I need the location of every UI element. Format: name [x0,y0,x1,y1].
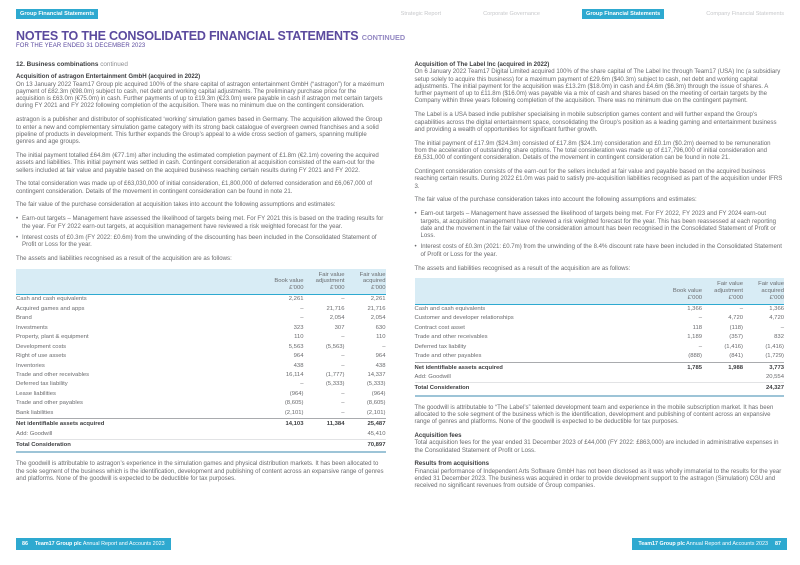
page-title [16,29,405,43]
paragraph: The Label is a USA based indie publisher specialising in mobile subscription games content and will further expand the Group’s capabilities across the digital entertainment space, consolidating the Group’s position as a leading gaming and entertainment business and providing a wealth of opportunities for significant further growth. [414,111,777,133]
paragraph: On 6 January 2022 Team17 Digital Limited acquired 100% of the share capital of The Label Inc through Team17 (USA) Inc (a subsidiary setup solely to acquire this business) for a maximum payment of £29.6m ($40.3m) subject to cash, net debt and working capital adjustments. The initial payment for the acquisition was £13.2m ($18.0m) in cash and £4.6m ($6.3m) through the issue of shares. A further payment of up to £11.8m ($16.0m) was payable via a mix of cash and shares based on the meeting of certain targets by the Company within three years following completion of the acquisition. There was no minimum due on the contingent payment. [414,68,781,105]
header-nav-item: Company Financial Statements [706,11,784,18]
table-row: Cash and cash equivalents 2,261 – 2,261 [16,296,386,303]
column-header-empty [16,269,263,295]
bullet-item: • Interest costs of £0.3m (2021: £0.7m) from the unwinding of the 8.4% discount rate have been included in the Consolidated Statement of Profit or Loss for the year. [415,243,785,258]
astragon-acquisition-table [16,269,386,454]
header-nav-item: Strategic Report [400,11,442,18]
table-row: Total Consideration 70,897 [16,440,386,453]
paragraph: astragon is a publisher and distributor of sophisticated ‘working’ simulation games based in Germany. The acquisition allowed the Group to enter a new and complementary simulation game category with its strong back catalogue of evergreen owned franchises and a solid pipeline of products in development. This further expands the Group’s appeal to a wide cross section of gamers, spanning multiple genres and age groups. [16,116,383,146]
table-row: Customer and developer relationships – 4,720 4,720 [414,315,784,322]
astragon-subheading: Acquisition of astragon Entertainment GmbH (acquired in 2022) [16,73,201,81]
column-header-book-value: Book value £’000 [661,278,702,304]
section-heading [16,61,386,68]
bullet-item: • Earn-out targets – Management have assessed the likelihood of targets being met. For FY 2022, FY 2023 and FY 2024 earn-out targets, at acquisition management have reviewed a risk weighted forecast for the year. This has been reassessed at each reporting date and the movement in the fair value of the consideration amount has been recognised in the Consolidated Statement of Profit or Loss. [415,210,785,239]
footer-left [16,538,171,550]
astragon-bullet-list [16,215,386,248]
label-goodwill-paragraph: The goodwill is attributable to “The Label’s” talented development team and experience in the mobile subscription market. It has been allocated to the sole segment of the business which is the identification, development and publishing of content across an expansive range of genres and platforms. None of the goodwill is expected to be deductible for tax purposes. [414,403,774,426]
results-from-acquisitions-heading: Results from acquisitions [414,460,489,468]
section-heading-continued: continued [100,61,128,68]
page-title-text: NOTES TO THE CONSOLIDATED FINANCIAL STATEMENTS [16,29,359,43]
table-row: Trade and other receivables 1,189 (357) 832 [414,334,784,341]
table-row: Development costs 5,563 (5,563) – [16,343,386,350]
paragraph: On 13 January 2022 Team17 Group plc acquired 100% of the share capital of astragon entertainment GmbH (“astragon”) for a maximum payment of £82.3m (€98.0m) subject to cash, net debt and working capital adjustments. The preliminary purchase price for the acquisition is £63.0m (€75.0m) in cash. Further payments of up to £19.3m (€23.0m) were payable in cash if astragon met certain targets during FY 2021 and FY 2022 following completion of the acquisition. There was no minimum due on the contingent consideration. [16,80,385,110]
astragon-assumptions-intro: The fair value of the purchase consideration at acquisition takes into account the following assumptions and estimates: [16,201,336,209]
column-header-book-value: Book value £’000 [263,269,304,295]
table-row: Trade and other payables (8,605) – (8,605) [16,400,386,407]
table-row: Trade and other payables (888) (841) (1,729) [414,353,784,360]
table-row: Deferred tax liability – (1,416) (1,416) [414,343,784,350]
footer-left-text: Team17 Group plc Annual Report and Accounts 2023 [35,541,165,547]
astragon-table-intro: The assets and liabilities recognised as a result of the acquisition are as follows: [16,254,232,262]
paragraph: The initial payment totalled £64.8m (€77.1m) after including the estimated completion payment of £1.8m (€2.1m) covering the acquired assets and liabilities. This initial payment was settled in cash. Contingent consideration at acquisition consisted of the earn-out for the sellers included at fair value and payable based on the acquired business reaching certain results during FY 2021 and FY 2022. [16,151,379,174]
label-paragraphs [415,68,785,190]
table-row: Trade and other receivables 16,114 (1,777) 14,337 [16,371,386,378]
acquisition-fees-heading: Acquisition fees [414,432,462,440]
table-row: Investments 323 307 630 [16,324,386,331]
table-header-row [16,269,386,295]
footer-right [632,538,787,550]
header-nav-item: Group Financial Statements [582,9,664,19]
column-header-empty [415,278,662,304]
table-row: Net identifiable assets acquired 1,785 1,988 3,773 [415,362,785,373]
table-row: Net identifiable assets acquired 14,103 11,384 25,487 [16,419,386,430]
table-row: Bank liabilities (2,101) – (2,101) [16,409,386,416]
table-row: Lease liabilities (964) – (964) [16,390,386,397]
page-title-continued: CONTINUED [361,33,406,42]
table-row: Property, plant & equipment 110 – 110 [16,334,386,341]
column-header-fair-value-adjustment: Fair value adjustment £’000 [702,278,743,304]
paragraph: The total consideration was made up of £63,030,000 of initial consideration, £1,800,000 of deferred consideration and £6,067,000 of contingent consideration. Details of the movement in contingent consideration can be found in note 21. [16,180,373,195]
bullet-item: • Earn-out targets – Management have assessed the likelihood of targets being met. For FY 2021 this is based on the trading results for the year. For FY 2022 earn-out targets, at acquisition management have reviewed a risk weighted forecast for the year. [16,215,386,230]
table-row: Inventories 438 – 438 [16,362,386,369]
label-bullet-list [415,210,785,258]
acquisition-fees-text: Total acquisition fees for the year ended 31 December 2023 of £44,000 (FY 2022: £863,000) are included in administrative expenses in the Consolidated Statement of Profit or Loss. [414,439,779,454]
header-nav [401,9,784,19]
table-row: Contract cost asset 118 (118) – [414,324,784,331]
table-row: Brand – 2,054 2,054 [16,315,386,322]
table-row: Cash and cash equivalents 1,366 – 1,366 [414,305,784,312]
page-number-left: 86 [22,541,28,547]
page-subtitle: FOR THE YEAR ENDED 31 DECEMBER 2023 [16,43,146,49]
right-page-column [415,61,785,496]
table-row: Deferred tax liability – (5,333) (5,333) [16,381,386,388]
bullet-item: • Interest costs of £0.3m (FY 2022: £0.6m) from the unwinding of the discounting has been included in the Consolidated Statement of Profit or Loss for the year. [16,234,386,249]
footer-right-text: Team17 Group plc Annual Report and Accounts 2023 [638,541,768,547]
label-acquisition-table [415,278,785,396]
paragraph: The initial payment of £17.9m ($24.3m) consisted of £17.8m ($24.1m) consideration and £0.1m ($0.2m) deemed to be remuneration from the acceleration of outstanding share options. The total consideration was made up of £17,796,000 of initial consideration and £6,531,000 of contingent consideration. Details of the movement in contingent consideration can be found in note 21. [414,139,771,162]
column-header-fair-value-acquired: Fair value acquired £’000 [743,278,784,304]
header-nav-item: Corporate Governance [483,11,540,18]
label-subheading: Acquisition of The Label Inc (acquired in 2022) [414,61,550,68]
content-columns [16,61,784,496]
label-table-intro: The assets and liabilities recognised as a result of the acquisition are as follows: [414,264,631,272]
table-row: Add: Goodwill 20,554 [415,373,785,383]
section-badge: Group Financial Statements [16,9,98,19]
table-row: Add: Goodwill 45,410 [16,430,386,440]
left-page-column [16,61,386,496]
section-heading-number: 12. Business combinations [16,61,99,68]
column-header-fair-value-acquired: Fair value acquired £’000 [345,269,386,295]
column-header-fair-value-adjustment: Fair value adjustment £’000 [304,269,345,295]
astragon-goodwill-paragraph: The goodwill is attributable to astragon’s experience in the simulation games and physical distribution markets. It has been allocated to the sole segment of the business which is the identification, development and publishing of content across an expansive range of genres and platforms. None of the goodwill is expected to be deductible for tax purposes. [16,460,384,483]
table-header-row [415,278,785,304]
paragraph: Contingent consideration consists of the earn-out for the sellers included at fair value and payable based on the acquired business reaching certain results. During 2022 £1.0m was paid to satisfy pre-acquisition liabilities recognised as part of the acquisition under IFRS 3. [414,168,783,190]
table-row: Acquired games and apps – 21,716 21,716 [16,305,386,312]
table-row: Total Consideration 24,327 [415,383,785,396]
label-assumptions-intro: The fair value of the purchase consideration takes into account the following assumptions and estimates: [414,196,697,204]
astragon-paragraphs [16,81,386,195]
table-row: Right of use assets 964 – 964 [16,353,386,360]
results-from-acquisitions-text: Financial performance of Independent Arts Software GmbH has not been disclosed as it was wholly immaterial to the results for the year ended 31 December 2023. The business was acquired in order to provide development support to the astragon (Simulation) CGU and received no significant revenues from outside of Group companies. [414,467,782,490]
page-number-right: 87 [775,541,781,547]
